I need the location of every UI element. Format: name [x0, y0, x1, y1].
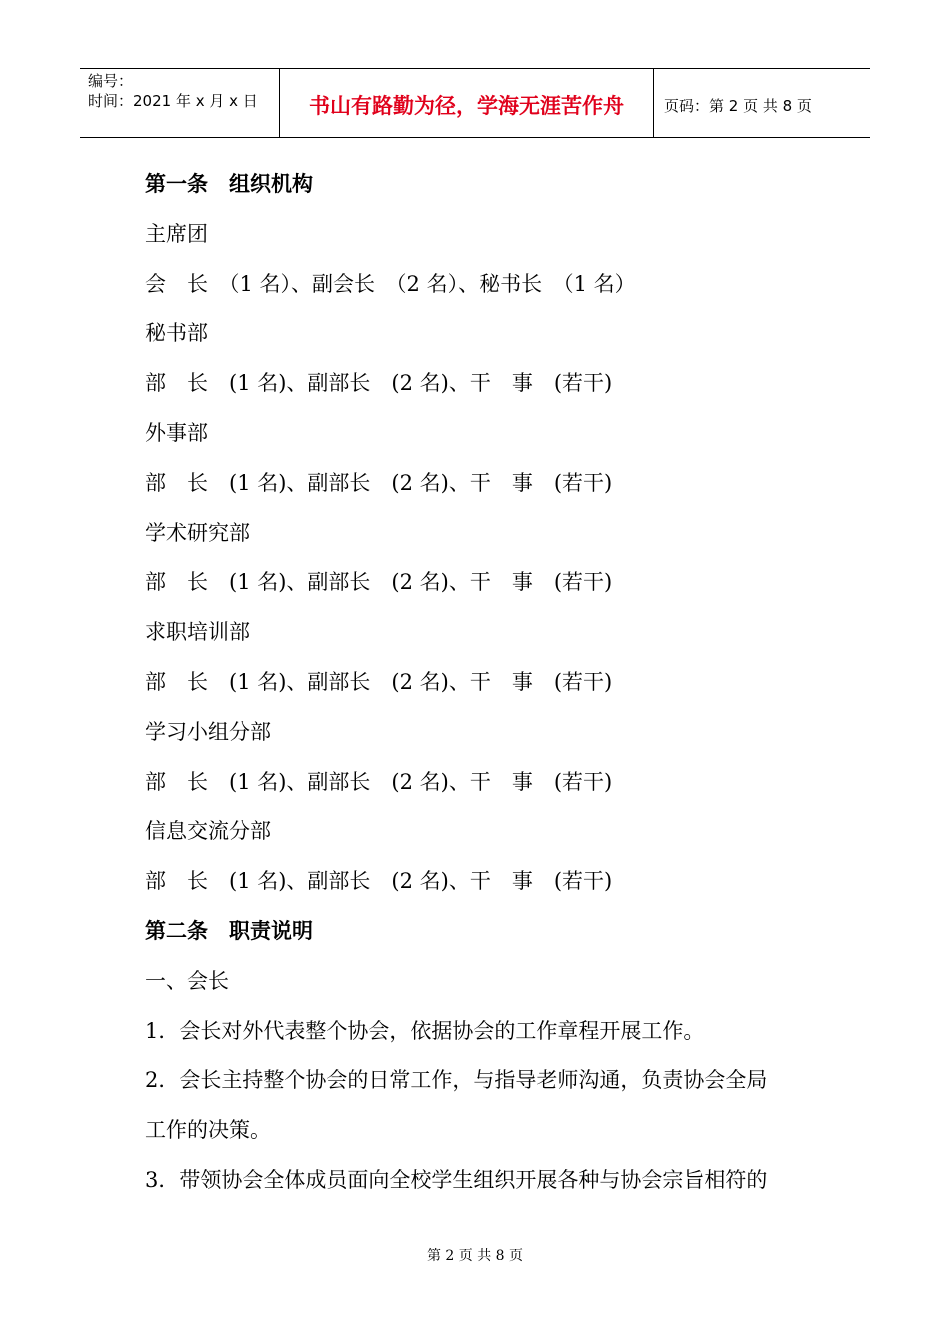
department-title: 信息交流分部 — [145, 819, 271, 844]
position-line: 会 长 （1 名）、副会长 （2 名）、秘书长 （1 名） — [145, 271, 636, 296]
department-title: 学术研究部 — [145, 520, 250, 545]
department-title: 求职培训部 — [145, 620, 250, 645]
header-meta — [80, 69, 280, 137]
position-line: 部 长 (1 名)、副部长 (2 名)、干 事 (若干) — [145, 869, 613, 894]
header-motto: 书山有路勤为径，学海无涯苦作舟 — [280, 69, 654, 137]
position-line: 部 长 (1 名)、副部长 (2 名)、干 事 (若干) — [145, 669, 613, 694]
code-label: 编号： — [88, 72, 134, 90]
department-title: 外事部 — [145, 420, 208, 445]
section-heading: 第一条 组织机构 — [145, 172, 313, 196]
section-heading: 第二条 职责说明 — [145, 918, 313, 943]
position-line: 部 长 (1 名)、副部长 (2 名)、干 事 (若干) — [145, 371, 613, 396]
paragraph-line: 工作的决策。 — [145, 1118, 271, 1143]
group-title: 主席团 — [145, 221, 208, 246]
position-line: 部 长 (1 名)、副部长 (2 名)、干 事 (若干) — [145, 769, 613, 794]
paragraph-line: 3．带领协会全体成员面向全校学生组织开展各种与协会宗旨相符的 — [145, 1167, 768, 1192]
subsection-title: 一、会长 — [145, 968, 229, 993]
page-footer: 第 2 页 共 8 页 — [426, 1248, 524, 1264]
position-line: 部 长 (1 名)、副部长 (2 名)、干 事 (若干) — [145, 470, 613, 495]
position-line: 部 长 (1 名)、副部长 (2 名)、干 事 (若干) — [145, 570, 613, 595]
paragraph-line: 1．会长对外代表整个协会，依据协会的工作章程开展工作。 — [145, 1018, 705, 1043]
department-title: 秘书部 — [145, 321, 208, 346]
time-label: 时间：2021 年 x 月 x 日 — [88, 92, 258, 110]
department-title: 学习小组分部 — [145, 719, 271, 744]
paragraph-line: 2．会长主持整个协会的日常工作，与指导老师沟通，负责协会全局 — [145, 1068, 768, 1093]
header-page-info: 页码：第 2 页 共 8 页 — [664, 96, 812, 115]
document-body — [145, 160, 825, 1206]
page-header — [80, 68, 870, 138]
